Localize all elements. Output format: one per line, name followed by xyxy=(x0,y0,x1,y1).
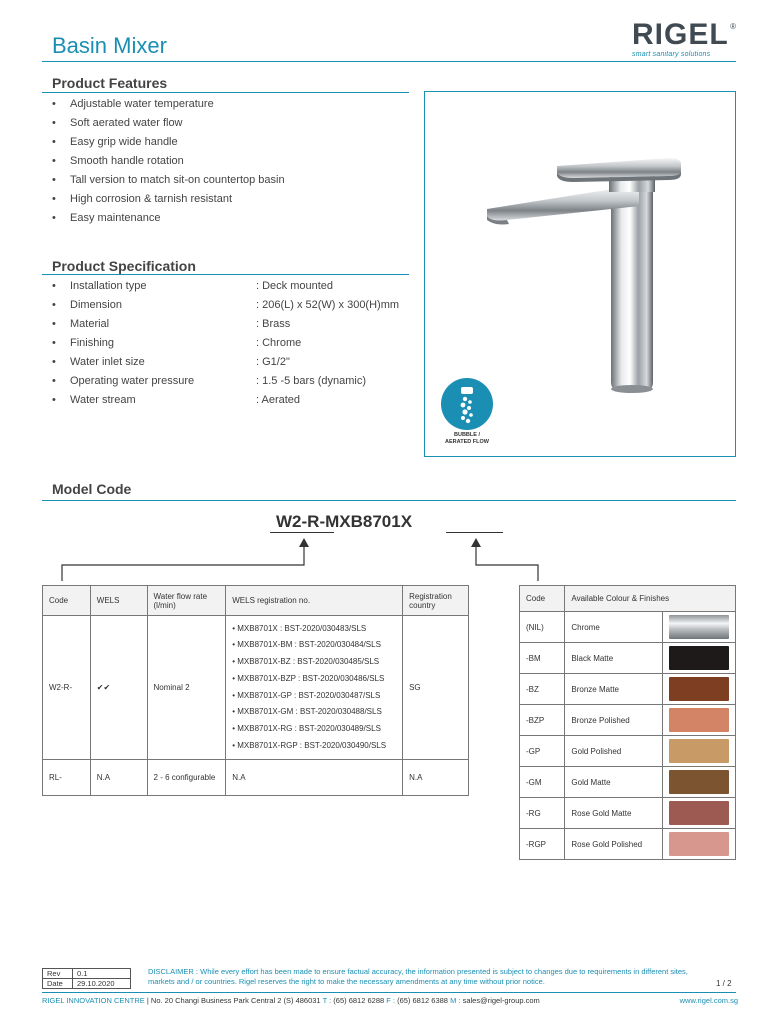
finish-code: -GP xyxy=(520,736,565,767)
model-code-divider xyxy=(42,500,736,501)
finish-code: -RG xyxy=(520,798,565,829)
finish-name: Rose Gold Matte xyxy=(565,798,663,829)
finish-table xyxy=(519,585,736,860)
row-flow-rate: Nominal 2 xyxy=(147,616,226,760)
bronze-matte-swatch xyxy=(669,677,729,701)
registered-mark-icon: ® xyxy=(730,22,736,31)
spec-value: : Brass xyxy=(256,318,291,330)
spec-value: : G1/2" xyxy=(256,356,290,368)
date-value: 29.10.2020 xyxy=(73,979,131,989)
logo-wordmark: RIGEL xyxy=(632,18,729,51)
finish-swatch-cell xyxy=(662,829,735,860)
feature-item: • High corrosion & tarnish resistant xyxy=(52,190,285,209)
rev-label: Rev xyxy=(43,969,73,979)
header-finishes: Available Colour & Finishes xyxy=(565,586,736,612)
row-country: SG xyxy=(403,616,469,760)
registration-item: • MXB8701X-RGP : BST-2020/030490/SLS xyxy=(232,740,387,750)
rose-gold-matte-swatch xyxy=(669,801,729,825)
spec-row xyxy=(52,334,412,353)
table-row xyxy=(520,612,736,643)
specification-title: Product Specification xyxy=(52,258,196,274)
feature-item: • Easy maintenance xyxy=(52,209,285,228)
fax-number: (65) 6812 6388 xyxy=(397,996,448,1005)
bronze-polished-swatch xyxy=(669,708,729,732)
feature-item: • Smooth handle rotation xyxy=(52,152,285,171)
footer-contact xyxy=(42,996,738,1005)
row-wels-rating: ✔✔ xyxy=(90,616,147,760)
finish-swatch-cell xyxy=(662,612,735,643)
table-row xyxy=(43,760,469,796)
logo-tagline: smart sanitary solutions xyxy=(632,51,711,58)
mail-label: M : xyxy=(450,996,461,1005)
header-registration-no: WELS registration no. xyxy=(226,586,403,616)
registration-item: • MXB8701X-GM : BST-2020/030488/SLS xyxy=(232,707,382,717)
spec-label: Operating water pressure xyxy=(70,375,195,387)
model-code-value: W2-R-MXB8701X xyxy=(276,512,413,531)
model-code-title: Model Code xyxy=(52,481,132,497)
table-row xyxy=(520,705,736,736)
spec-row xyxy=(52,372,412,391)
finish-name: Rose Gold Polished xyxy=(565,829,663,860)
specification-divider xyxy=(42,274,409,275)
spec-value: : 1.5 -5 bars (dynamic) xyxy=(256,375,367,387)
rose-gold-polished-swatch xyxy=(669,832,729,856)
finish-code: -BZ xyxy=(520,674,565,705)
finish-code: (NIL) xyxy=(520,612,565,643)
tel-number: (65) 6812 6288 xyxy=(333,996,385,1005)
spec-row xyxy=(52,353,412,372)
email-link[interactable]: sales@rigel-group.com xyxy=(462,996,540,1005)
finish-name: Gold Matte xyxy=(565,767,663,798)
finish-code: -BM xyxy=(520,643,565,674)
page-number: 1 / 2 xyxy=(716,979,732,988)
gold-polished-swatch xyxy=(669,739,729,763)
finish-swatch-cell xyxy=(662,798,735,829)
suffix-underline xyxy=(446,532,503,533)
wels-table-header xyxy=(43,586,469,616)
row-flow-rate: 2 - 6 configurable xyxy=(147,760,226,796)
page-title: Basin Mixer xyxy=(52,33,167,58)
badge-label-line: BUBBLE / xyxy=(454,432,480,438)
date-label: Date xyxy=(43,979,73,989)
spec-row xyxy=(52,315,412,334)
black-matte-swatch xyxy=(669,646,729,670)
address: | No. 20 Changi Business Park Central 2 (S) 486031 xyxy=(146,996,321,1005)
spec-value: : Aerated xyxy=(256,394,301,406)
registration-item: • MXB8701X-BZ : BST-2020/030485/SLS xyxy=(232,657,380,667)
feature-item: • Soft aerated water flow xyxy=(52,114,285,133)
rigel-logo xyxy=(632,20,738,62)
finish-name: Gold Polished xyxy=(565,736,663,767)
table-row xyxy=(520,736,736,767)
finish-code: -GM xyxy=(520,767,565,798)
specification-list xyxy=(52,277,412,410)
header-registration-country: Registration country xyxy=(403,586,469,616)
row-registration-list xyxy=(226,616,403,760)
header-code: Code xyxy=(520,586,565,612)
row-country: N.A xyxy=(403,760,469,796)
finish-name: Black Matte xyxy=(565,643,663,674)
spec-value: : Chrome xyxy=(256,337,302,349)
table-row xyxy=(520,674,736,705)
spec-label: Finishing xyxy=(70,337,115,349)
aerated-flow-icon xyxy=(441,378,493,430)
website-link[interactable]: www.rigel.com.sg xyxy=(679,996,738,1005)
finish-code: -RGP xyxy=(520,829,565,860)
row-code: RL- xyxy=(43,760,91,796)
revision-table xyxy=(42,968,131,989)
spec-label: Water stream xyxy=(70,394,136,406)
finish-swatch-cell xyxy=(662,674,735,705)
finish-name: Bronze Polished xyxy=(565,705,663,736)
row-registration-list: N.A xyxy=(226,760,403,796)
row-wels-rating: N.A xyxy=(90,760,147,796)
disclaimer-text: While every effort has been made to ensure factual accuracy, the information presented is subject to changes due to requirements in different sites, markets and / or countries. Rigel reserves the right to make the necessary amendments at any time without prior notice. xyxy=(148,967,688,986)
finish-table-header xyxy=(520,586,736,612)
aerated-flow-label xyxy=(431,432,503,446)
prefix-underline xyxy=(270,532,334,533)
disclaimer xyxy=(148,967,714,987)
spec-row xyxy=(52,296,412,315)
spec-label: Installation type xyxy=(70,280,147,292)
finish-swatch-cell xyxy=(662,643,735,674)
feature-item: • Easy grip wide handle xyxy=(52,133,285,152)
header-divider xyxy=(42,61,736,62)
wels-table xyxy=(42,585,469,796)
row-code: W2-R- xyxy=(43,616,91,760)
spec-row xyxy=(52,277,412,296)
finish-name: Bronze Matte xyxy=(565,674,663,705)
badge-label-line: AERATED FLOW xyxy=(445,439,489,445)
registration-item: • MXB8701X-BZP : BST-2020/030486/SLS xyxy=(232,673,385,683)
registration-item: • MXB8701X-BM : BST-2020/030484/SLS xyxy=(232,640,381,650)
registration-item: • MXB8701X-RG : BST-2020/030489/SLS xyxy=(232,723,381,733)
spec-value: : Deck mounted xyxy=(256,280,334,292)
product-image-panel xyxy=(424,91,736,457)
disclaimer-label: DISCLAIMER : xyxy=(148,967,199,976)
chrome-swatch xyxy=(669,615,729,639)
header-wels: WELS xyxy=(90,586,147,616)
revision-row xyxy=(43,969,131,979)
footer-divider xyxy=(42,992,736,993)
spec-label: Dimension xyxy=(70,299,122,311)
finish-code: -BZP xyxy=(520,705,565,736)
fax-label: F : xyxy=(386,996,395,1005)
finish-name: Chrome xyxy=(565,612,663,643)
registration-item: • MXB8701X : BST-2020/030483/SLS xyxy=(232,623,367,633)
table-row xyxy=(520,829,736,860)
finish-swatch-cell xyxy=(662,705,735,736)
registration-item: • MXB8701X-GP : BST-2020/030487/SLS xyxy=(232,690,381,700)
table-row xyxy=(520,643,736,674)
header-flow-rate: Water flow rate (l/min) xyxy=(147,586,226,616)
feature-item: • Tall version to match sit-on countertop basin xyxy=(52,171,285,190)
features-title: Product Features xyxy=(52,75,168,91)
tel-label: T : xyxy=(322,996,332,1005)
table-row xyxy=(520,798,736,829)
date-row xyxy=(43,979,131,989)
features-divider xyxy=(42,92,409,93)
spec-label: Water inlet size xyxy=(70,356,145,368)
spec-row xyxy=(52,391,412,410)
features-list xyxy=(52,95,285,228)
feature-item: • Adjustable water temperature xyxy=(52,95,285,114)
table-row xyxy=(43,616,469,760)
header-code: Code xyxy=(43,586,91,616)
spec-value: : 206(L) x 52(W) x 300(H)mm xyxy=(256,299,400,311)
gold-matte-swatch xyxy=(669,770,729,794)
spec-label: Material xyxy=(70,318,110,330)
rev-value: 0.1 xyxy=(73,969,131,979)
centre-name: RIGEL INNOVATION CENTRE xyxy=(42,996,145,1005)
finish-swatch-cell xyxy=(662,767,735,798)
table-row xyxy=(520,767,736,798)
finish-swatch-cell xyxy=(662,736,735,767)
